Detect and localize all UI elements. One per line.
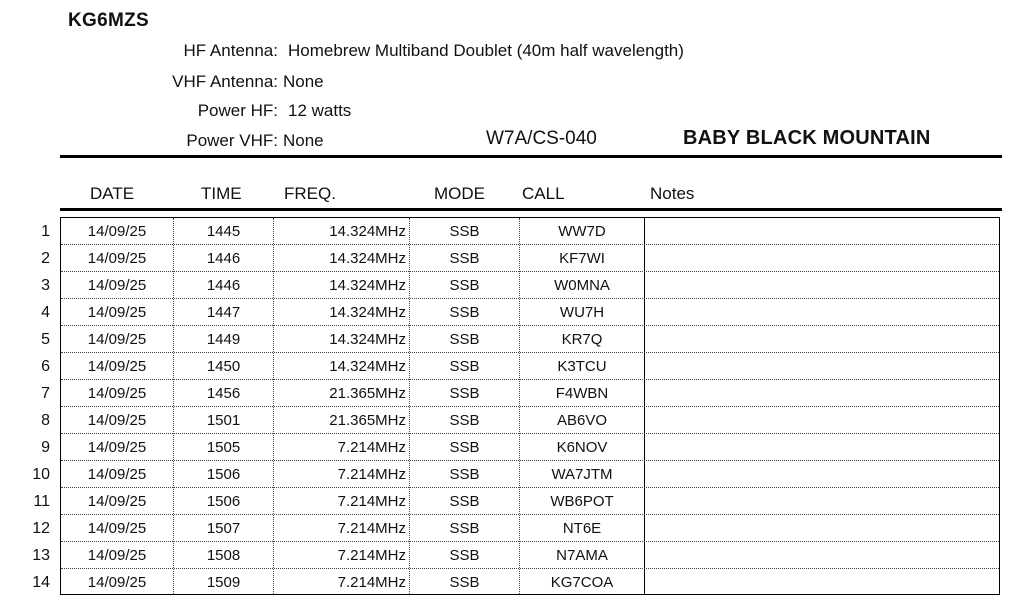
mode-cell: SSB bbox=[449, 358, 480, 375]
freq-cell: 14.324MHz bbox=[329, 358, 406, 375]
operator-callsign: KG6MZS bbox=[68, 10, 149, 31]
mode-cell: SSB bbox=[449, 223, 480, 240]
time-cell: 1446 bbox=[206, 277, 241, 294]
notes-cell bbox=[651, 272, 991, 298]
log-row bbox=[61, 488, 999, 515]
mode-cell: SSB bbox=[449, 250, 480, 267]
mode-cell: SSB bbox=[449, 466, 480, 483]
vhf-antenna-label: VHF Antenna: bbox=[172, 72, 278, 91]
column-header-call: CALL bbox=[522, 184, 565, 203]
time-cell: 1447 bbox=[206, 304, 241, 321]
mode-cell: SSB bbox=[449, 574, 480, 591]
notes-cell bbox=[651, 407, 991, 433]
freq-cell: 14.324MHz bbox=[329, 223, 406, 240]
hf-antenna-row bbox=[0, 41, 1024, 63]
row-number: 10 bbox=[32, 466, 50, 483]
call-cell: AB6VO bbox=[556, 412, 608, 429]
row-number: 6 bbox=[41, 358, 50, 375]
power-hf-value: 12 watts bbox=[288, 101, 352, 120]
date-cell: 14/09/25 bbox=[87, 520, 147, 537]
summit-name: BABY BLACK MOUNTAIN bbox=[683, 127, 931, 149]
row-number: 7 bbox=[41, 385, 50, 402]
call-cell: WU7H bbox=[559, 304, 605, 321]
freq-cell: 7.214MHz bbox=[337, 466, 406, 483]
column-header-freq: FREQ. bbox=[284, 184, 336, 203]
call-cell: K6NOV bbox=[556, 439, 608, 456]
call-cell: NT6E bbox=[562, 520, 602, 537]
row-number: 4 bbox=[41, 304, 50, 321]
mode-cell: SSB bbox=[449, 277, 480, 294]
log-row bbox=[61, 434, 999, 461]
mode-cell: SSB bbox=[449, 439, 480, 456]
log-row bbox=[61, 218, 999, 245]
call-cell: WW7D bbox=[558, 223, 606, 240]
log-row bbox=[61, 299, 999, 326]
mode-cell: SSB bbox=[449, 547, 480, 564]
time-cell: 1506 bbox=[206, 466, 241, 483]
log-row bbox=[61, 326, 999, 353]
freq-cell: 14.324MHz bbox=[329, 277, 406, 294]
column-header-notes: Notes bbox=[650, 184, 695, 203]
notes-cell bbox=[651, 461, 991, 487]
mode-cell: SSB bbox=[449, 412, 480, 429]
call-cell: F4WBN bbox=[555, 385, 609, 402]
time-cell: 1445 bbox=[206, 223, 241, 240]
row-number: 14 bbox=[32, 574, 50, 591]
date-cell: 14/09/25 bbox=[87, 304, 147, 321]
time-cell: 1507 bbox=[206, 520, 241, 537]
notes-cell bbox=[651, 488, 991, 514]
summit-reference: W7A/CS-040 bbox=[486, 128, 597, 149]
date-cell: 14/09/25 bbox=[87, 439, 147, 456]
notes-cell bbox=[651, 245, 991, 271]
call-cell: KG7COA bbox=[550, 574, 614, 591]
row-number: 9 bbox=[41, 439, 50, 456]
mode-cell: SSB bbox=[449, 331, 480, 348]
column-header-mode: MODE bbox=[434, 184, 485, 203]
log-row bbox=[61, 407, 999, 434]
row-number: 2 bbox=[41, 250, 50, 267]
date-cell: 14/09/25 bbox=[87, 412, 147, 429]
date-cell: 14/09/25 bbox=[87, 493, 147, 510]
log-row bbox=[61, 461, 999, 488]
date-cell: 14/09/25 bbox=[87, 331, 147, 348]
freq-cell: 21.365MHz bbox=[329, 385, 406, 402]
mode-cell: SSB bbox=[449, 520, 480, 537]
row-number: 12 bbox=[32, 520, 50, 537]
mode-cell: SSB bbox=[449, 304, 480, 321]
notes-cell bbox=[651, 434, 991, 460]
date-cell: 14/09/25 bbox=[87, 277, 147, 294]
freq-cell: 7.214MHz bbox=[337, 520, 406, 537]
notes-cell bbox=[651, 299, 991, 325]
time-cell: 1449 bbox=[206, 331, 241, 348]
row-number: 8 bbox=[41, 412, 50, 429]
time-cell: 1509 bbox=[206, 574, 241, 591]
power-vhf-value: None bbox=[283, 131, 324, 150]
date-cell: 14/09/25 bbox=[87, 223, 147, 240]
log-row bbox=[61, 542, 999, 569]
call-cell: WA7JTM bbox=[551, 466, 613, 483]
freq-cell: 14.324MHz bbox=[329, 250, 406, 267]
time-cell: 1505 bbox=[206, 439, 241, 456]
freq-cell: 14.324MHz bbox=[329, 304, 406, 321]
notes-cell bbox=[651, 353, 991, 379]
date-cell: 14/09/25 bbox=[87, 385, 147, 402]
contact-log-table bbox=[60, 217, 1000, 595]
log-row bbox=[61, 380, 999, 407]
call-cell: N7AMA bbox=[556, 547, 608, 564]
power-vhf-label: Power VHF: bbox=[186, 131, 278, 150]
freq-cell: 7.214MHz bbox=[337, 574, 406, 591]
row-number: 1 bbox=[41, 223, 50, 240]
notes-cell bbox=[651, 380, 991, 406]
notes-cell bbox=[651, 326, 991, 352]
call-cell: KR7Q bbox=[561, 331, 603, 348]
notes-cell bbox=[651, 218, 991, 244]
date-cell: 14/09/25 bbox=[87, 250, 147, 267]
date-cell: 14/09/25 bbox=[87, 574, 147, 591]
log-row bbox=[61, 272, 999, 299]
time-cell: 1506 bbox=[206, 493, 241, 510]
log-row bbox=[61, 353, 999, 380]
time-cell: 1501 bbox=[206, 412, 241, 429]
hf-antenna-label: HF Antenna: bbox=[183, 41, 278, 60]
freq-cell: 14.324MHz bbox=[329, 331, 406, 348]
date-cell: 14/09/25 bbox=[87, 466, 147, 483]
freq-cell: 7.214MHz bbox=[337, 493, 406, 510]
column-header-time: TIME bbox=[201, 184, 242, 203]
row-number: 11 bbox=[33, 493, 50, 510]
call-cell: WB6POT bbox=[550, 493, 614, 510]
time-cell: 1450 bbox=[206, 358, 241, 375]
call-cell: K3TCU bbox=[557, 358, 607, 375]
row-number: 5 bbox=[41, 331, 50, 348]
column-header-divider bbox=[60, 208, 1002, 211]
log-row bbox=[61, 245, 999, 272]
freq-cell: 7.214MHz bbox=[337, 547, 406, 564]
vhf-antenna-row bbox=[0, 72, 1024, 94]
mode-cell: SSB bbox=[449, 385, 480, 402]
date-cell: 14/09/25 bbox=[87, 547, 147, 564]
log-row bbox=[61, 515, 999, 542]
row-number: 13 bbox=[32, 547, 50, 564]
notes-cell bbox=[651, 515, 991, 541]
log-row bbox=[61, 569, 999, 596]
date-cell: 14/09/25 bbox=[87, 358, 147, 375]
time-cell: 1446 bbox=[206, 250, 241, 267]
freq-cell: 7.214MHz bbox=[337, 439, 406, 456]
freq-cell: 21.365MHz bbox=[329, 412, 406, 429]
row-number: 3 bbox=[41, 277, 50, 294]
call-cell: KF7WI bbox=[559, 250, 605, 267]
call-cell: W0MNA bbox=[554, 277, 610, 294]
hf-antenna-value: Homebrew Multiband Doublet (40m half wavelength) bbox=[288, 41, 684, 60]
header-divider bbox=[60, 155, 1002, 158]
mode-cell: SSB bbox=[449, 493, 480, 510]
vhf-antenna-value: None bbox=[283, 72, 324, 91]
power-hf-row bbox=[0, 101, 1024, 123]
time-cell: 1456 bbox=[206, 385, 241, 402]
notes-cell bbox=[651, 569, 991, 595]
notes-cell bbox=[651, 542, 991, 568]
power-hf-label: Power HF: bbox=[197, 101, 278, 120]
column-header-date: DATE bbox=[90, 184, 135, 203]
time-cell: 1508 bbox=[206, 547, 241, 564]
